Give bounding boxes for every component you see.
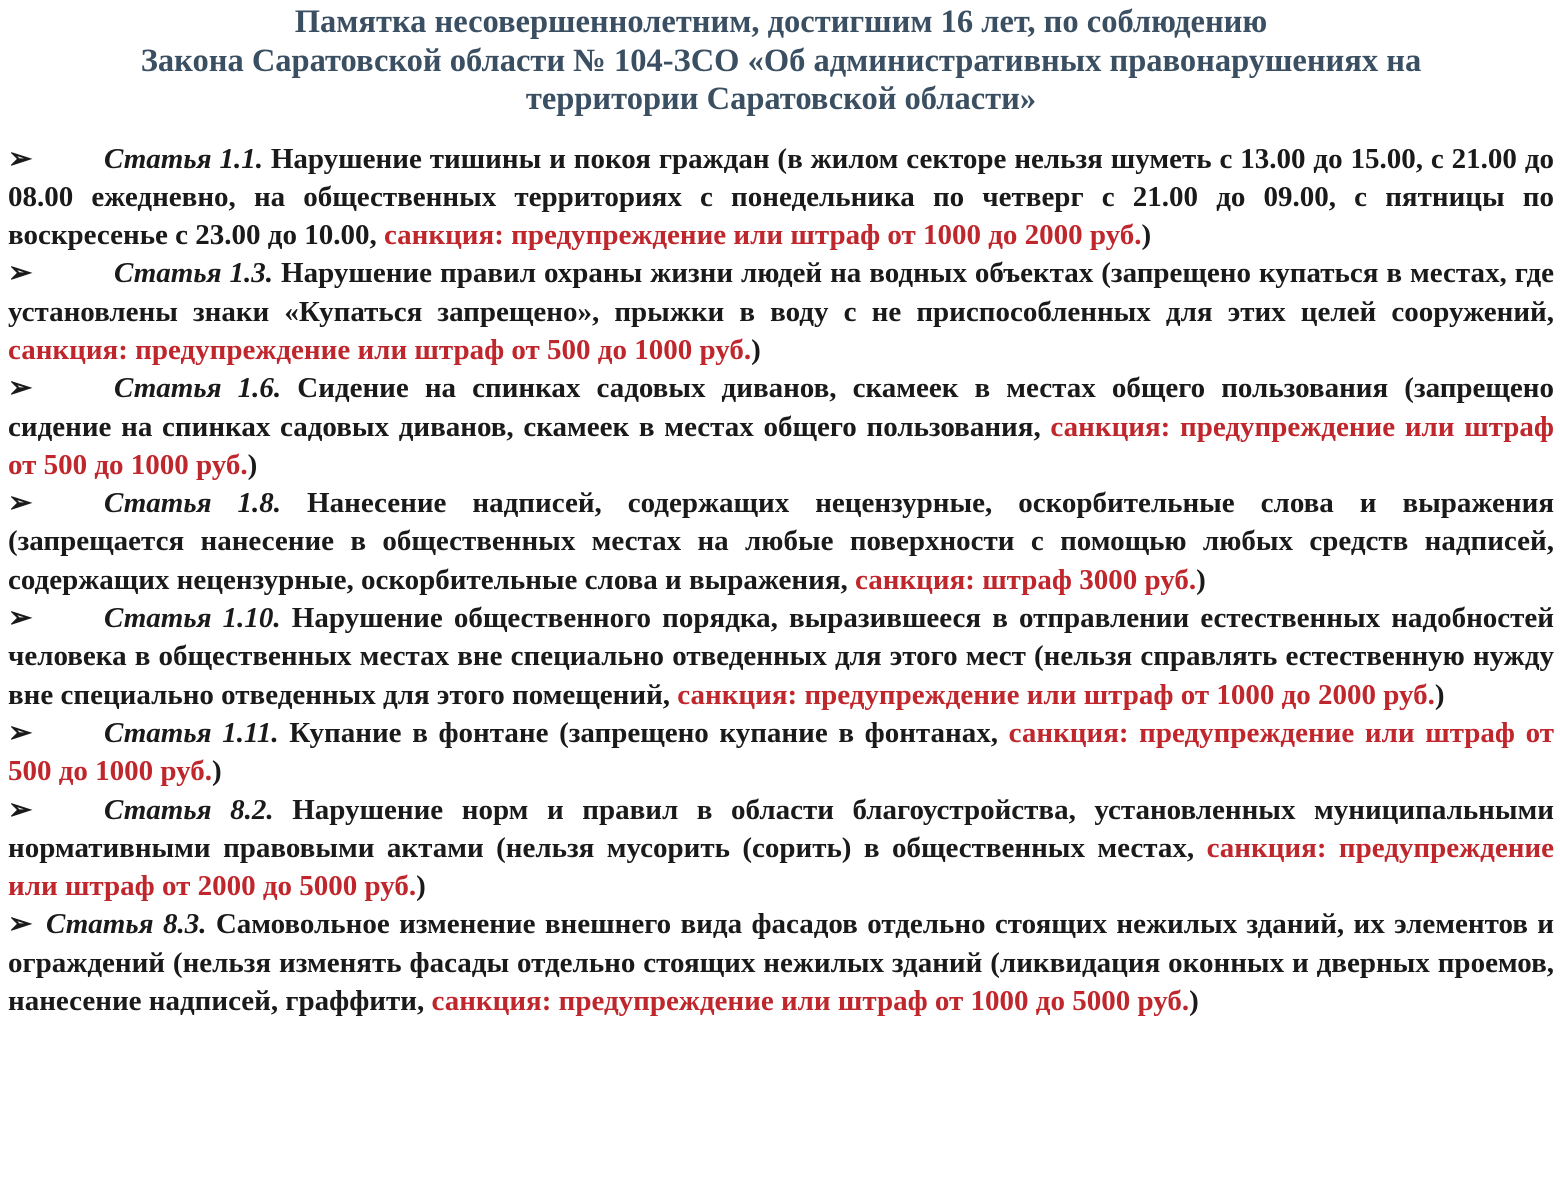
article-tail: ) bbox=[1189, 985, 1199, 1018]
article-sanction: санкция: предупреждение или штраф от 1000 до 2000 руб. bbox=[383, 219, 1142, 252]
article-tail: ) bbox=[247, 448, 258, 481]
article-sanction: санкция: предупреждение или штраф от 2000 до 5000 руб. bbox=[8, 831, 1554, 903]
article-tail: ) bbox=[212, 755, 222, 788]
article-number: Статья 8.2. bbox=[104, 793, 274, 826]
article-sanction: санкция: штраф 3000 руб. bbox=[855, 563, 1197, 596]
article-item bbox=[8, 369, 1554, 484]
page-title bbox=[8, 0, 1554, 119]
arrow-bullet-icon: ➢ bbox=[8, 487, 33, 520]
article-item bbox=[8, 254, 1554, 369]
title-line-3: территории Саратовской области» bbox=[525, 81, 1037, 117]
article-item bbox=[8, 905, 1554, 1020]
article-tail: ) bbox=[1434, 678, 1445, 711]
arrow-bullet-icon: ➢ bbox=[8, 602, 33, 635]
title-line-2: Закона Саратовской области № 104-ЗСО «Об административных правонарушениях на bbox=[140, 42, 1422, 79]
article-number: Статья 1.11. bbox=[104, 716, 279, 749]
article-tail: ) bbox=[1196, 563, 1206, 596]
article-text: Нарушение общественного порядка, выразившееся в отправлении естественных надобностей человека в общественных местах вне специально отведенных для этого мест (нельзя справлять естественную нужду вне специально отведенных для этого помещений, bbox=[8, 602, 1554, 711]
title-line-1: Памятка несовершеннолетним, достигшим 16 лет, по соблюдению bbox=[294, 4, 1268, 40]
article-text: Нарушение тишины и покоя граждан (в жилом секторе нельзя шуметь с 13.00 до 15.00, с 21.00 до 08.00 ежедневно, на общественных территориях с понедельника по четверг с 21.00 до 09.00, с пятницы по воскресенье с 23.00 до 10.00, bbox=[8, 142, 1554, 252]
article-item bbox=[8, 791, 1554, 906]
article-text: Самовольное изменение внешнего вида фасадов отдельно стоящих нежилых зданий, их элементов и ограждений (нельзя изменять фасады отдельно стоящих нежилых зданий (ликвидация оконных и дверных проемов, нанесение надписей, граффити, bbox=[8, 908, 1555, 1018]
article-number: Статья 1.1. bbox=[104, 142, 263, 175]
article-text: Сидение на спинках садовых диванов, скамеек в местах общего пользования (запрещено сидение на спинках садовых диванов, скамеек в местах общего пользования, bbox=[8, 372, 1554, 443]
article-sanction: санкция: предупреждение или штраф от 500 до 1000 руб. bbox=[8, 410, 1554, 481]
article-tail: ) bbox=[1141, 219, 1152, 252]
article-sanction: санкция: предупреждение или штраф от 500 до 1000 руб. bbox=[8, 716, 1554, 788]
article-number: Статья 1.10. bbox=[104, 602, 281, 635]
article-text: Нарушение правил охраны жизни людей на водных объектах (запрещено купаться в местах, где установлены знаки «Купаться запрещено», прыжки в воду с не приспособленных для этих целей сооружений, bbox=[8, 257, 1554, 328]
article-list bbox=[8, 140, 1554, 1021]
arrow-bullet-icon: ➢ bbox=[8, 793, 33, 826]
arrow-bullet-icon: ➢ bbox=[8, 908, 33, 941]
article-item bbox=[8, 484, 1554, 599]
article-text: Нанесение надписей, содержащих нецензурные, оскорбительные слова и выражения (запрещается нанесение в общественных местах на любые поверхности с помощью любых средств надписей, содержащих нецензурные, оскорбительные слова и выражения, bbox=[8, 487, 1555, 596]
article-item bbox=[8, 599, 1554, 714]
article-tail: ) bbox=[751, 333, 761, 366]
article-sanction: санкция: предупреждение или штраф от 1000 до 5000 руб. bbox=[431, 985, 1190, 1018]
article-sanction: санкция: предупреждение или штраф от 1000 до 2000 руб. bbox=[677, 678, 1435, 711]
arrow-bullet-icon: ➢ bbox=[8, 257, 33, 290]
article-number: Статья 1.3. bbox=[114, 257, 274, 290]
article-number: Статья 1.6. bbox=[114, 372, 282, 405]
arrow-bullet-icon: ➢ bbox=[8, 142, 33, 175]
article-tail: ) bbox=[416, 870, 426, 903]
article-text: Купание в фонтане (запрещено купание в фонтанах, bbox=[278, 716, 1009, 749]
arrow-bullet-icon: ➢ bbox=[8, 372, 33, 405]
article-number: Статья 8.3. bbox=[46, 908, 207, 941]
article-item bbox=[8, 140, 1554, 255]
article-item bbox=[8, 714, 1554, 791]
arrow-bullet-icon: ➢ bbox=[8, 716, 33, 749]
article-sanction: санкция: предупреждение или штраф от 500 до 1000 руб. bbox=[8, 333, 752, 366]
article-number: Статья 1.8. bbox=[104, 487, 282, 520]
article-text: Нарушение норм и правил в области благоустройства, установленных муниципальными нормативными правовыми актами (нельзя мусорить (сорить) в общественных местах, bbox=[8, 793, 1554, 864]
